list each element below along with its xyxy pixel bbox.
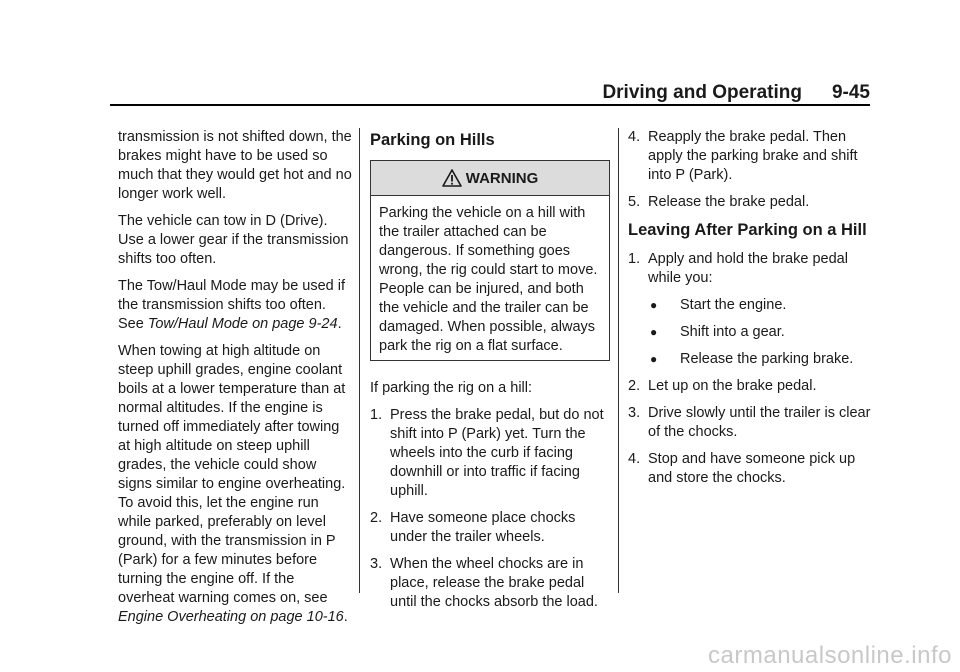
paragraph: The vehicle can tow in D (Drive). Use a lower gear if the transmission shifts too often. [118,213,349,267]
list-text: Drive slowly until the trailer is clear of the chocks. [648,405,871,440]
list-text: Stop and have someone pick up and store the chocks. [648,451,856,486]
warning-box [370,160,610,361]
warning-icon [442,169,462,187]
list-number: 3. [370,556,383,572]
list-text: Release the brake pedal. [648,194,810,210]
section-heading: Leaving After Parking on a Hill [628,221,867,239]
column-1 [118,128,354,635]
list-item [628,404,872,442]
list-text: Have someone place chocks under the trailer wheels. [390,510,576,545]
column-2 [370,128,610,620]
cross-reference: Engine Overheating on page 10-16 [118,609,344,625]
list-item [628,450,872,488]
bullet-text: Start the engine. [680,297,787,313]
list-text: Let up on the brake pedal. [648,378,817,394]
paragraph: transmission is not shifted down, the brakes might have to be used so much that they would get hot and no longer work well. [118,129,352,202]
list-item [628,377,872,396]
list-item [370,406,610,501]
bullet-icon: ● [650,325,658,339]
paragraph [118,342,354,627]
paragraph-text: . [343,609,348,625]
paragraph-text: . [337,316,342,332]
list-number: 4. [628,451,641,467]
list-number: 2. [628,378,641,394]
bullet-item [650,350,872,369]
list-item [370,509,610,547]
list-text: Apply and hold the brake pedal while you: [648,251,848,286]
list-text: Reapply the brake pedal. Then apply the parking brake and shift into P (Park). [648,129,858,183]
bullet-item [650,296,872,315]
list-number: 2. [370,510,383,526]
list-item [370,555,610,612]
column-divider [618,128,619,593]
paragraph-text: When towing at high altitude on steep uphill grades, engine coolant boils at a lower temperature than at normal altitudes. If the engine is turned off immediately after towing at high altitude on steep uphill grades, the vehicle could show signs similar to engine overheating. To avoid this, let the engine run while parked, preferably on level ground, with the transmission in P (Park) for a few minutes before turning the engine off. If the overheat warning comes on, see [118,343,346,606]
list-number: 1. [370,407,383,423]
page-number: 9-45 [831,82,870,103]
warning-text: Parking the vehicle on a hill with the trailer attached can be dangerous. If something goes wrong, the rig could start to move. People can be injured, and both the vehicle and the trailer can be damaged. When possible, always park the rig on a flat surface. [379,205,598,354]
warning-header [371,161,609,196]
list-item [628,193,872,212]
list-item [628,128,872,185]
bullet-text: Shift into a gear. [680,324,785,340]
bullet-icon: ● [650,298,658,312]
bullet-text: Release the parking brake. [680,351,854,367]
bullet-item [650,323,872,342]
header-rule [110,104,870,106]
list-number: 1. [628,251,641,267]
section-title: Driving and Operating [602,82,802,103]
section-heading: Parking on Hills [370,131,495,149]
list-text: Press the brake pedal, but do not shift into P (Park) yet. Turn the wheels into the curb if facing downhill or into traffic if facing uphill. [390,407,604,499]
paragraph [118,277,354,334]
list-text: When the wheel chocks are in place, release the brake pedal until the chocks absorb the load. [390,556,598,610]
list-number: 4. [628,129,641,145]
paragraph-text: The Tow/Haul Mode may be used if the transmission shifts too often. See [118,278,346,332]
bullet-icon: ● [650,352,658,366]
cross-reference: Tow/Haul Mode on page 9-24 [147,316,338,332]
column-divider [359,128,360,593]
list-number: 5. [628,194,641,210]
column-3 [628,128,872,496]
page-header [110,78,870,104]
list-item [628,250,872,288]
list-number: 3. [628,405,641,421]
paragraph: If parking the rig on a hill: [370,380,533,396]
watermark: carmanualsonline.info [708,642,952,669]
warning-title: WARNING [465,169,539,187]
